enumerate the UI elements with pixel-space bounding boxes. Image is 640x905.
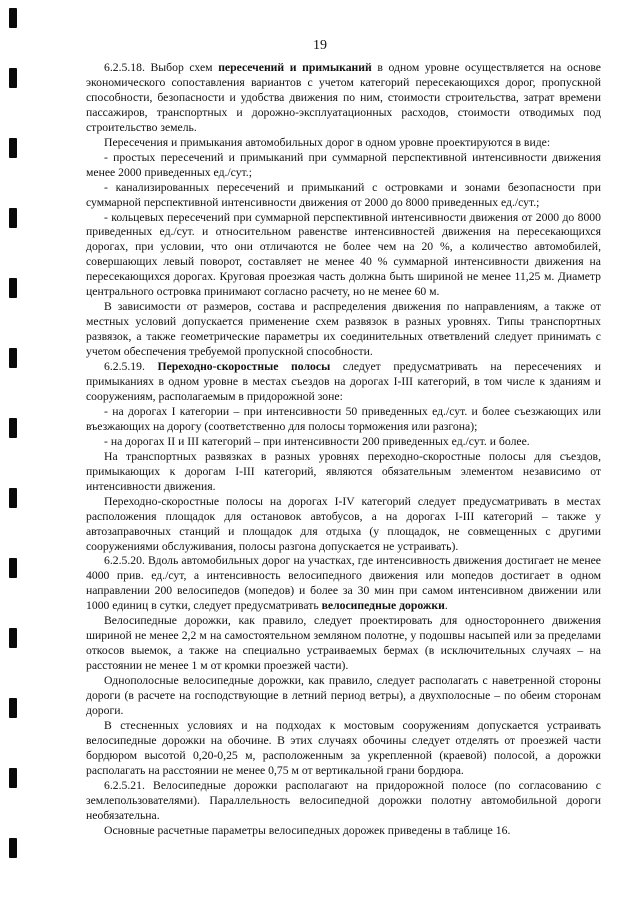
binder-hole [9, 138, 17, 158]
binder-hole [9, 8, 17, 28]
binder-hole [9, 838, 17, 858]
binder-hole [9, 418, 17, 438]
binder-hole [9, 278, 17, 298]
list-item: - канализированных пересечений и примыканий с островками и зонами безопасности при суммарной перспективной интенсивности движения от 2000 до 8000 приведенных ед./сут.; [86, 180, 601, 209]
paragraph: Пересечения и примыкания автомобильных дорог в одном уровне проектируются в виде: [104, 135, 551, 149]
paragraph: В стесненных условиях и на подходах к мостовым сооружениям допускается устраивать велосипедные дорожки на обочине. В этих случаях обочины следует отделять от проезжей части бордюром высотой 0,20-0,25 м, расположенным за укрепленной (краевой) полосой, а дорожки располагать на расстоянии не менее 0,75 м от вертикальной грани бордюра. [86, 718, 601, 777]
binder-hole [9, 628, 17, 648]
binder-hole [9, 558, 17, 578]
paragraph: 6.2.5.19. Переходно-скоростные полосы следует предусматривать на пересечениях и примыканиях в одном уровне в местах съездов на дорогах I-III категорий, в том числе к зданиям и сооружениям, располагаемым в придорожной зоне: [86, 360, 602, 403]
bold-term: пересечений и примыканий [218, 61, 372, 74]
binder-hole [9, 768, 17, 788]
list-item: - простых пересечений и примыканий при суммарной перспективной интенсивности движения менее 2000 приведенных ед./сут.; [86, 150, 601, 179]
paragraph: Переходно-скоростные полосы на дорогах I-IV категорий следует предусматривать в местах расположения площадок для остановок автобусов, а на дорогах I-III категорий – также у автозаправочных станций и площадок для отдыха (у площадок, не совмещенных с другими сооружениями обслуживания, полосы разгона допускается не устраивать). [86, 494, 601, 553]
paragraph: 6.2.5.20. Вдоль автомобильных дорог на участках, где интенсивность движения достигает не менее 4000 прив. ед./сут, а интенсивность велосипедного движения или мопедов достигает в одном направлении 200 велосипедов (мопедов) и более за 30 мин при самом интенсивном движении или 1000 единиц в сутки, следует предусматривать велосипедные дорожки. [86, 554, 601, 613]
binder-holes [9, 0, 18, 905]
binder-hole [9, 68, 17, 88]
bold-term: велосипедные дорожки [321, 599, 445, 613]
binder-hole [9, 208, 17, 228]
paragraph: Велосипедные дорожки, как правило, следует проектировать для одностороннего движения шириной не менее 2,2 м на самостоятельном земляном полотне, у подошвы насыпей или за пределами откосов выемок, а также на специально устраиваемых бермах (в исключительных случаях – на расстоянии не менее 1 м от кромки проезжей части). [86, 614, 601, 673]
binder-hole [9, 698, 17, 718]
paragraph: Однополосные велосипедные дорожки, как правило, следует располагать с наветренной стороны дороги (в расчете на господствующие в летний период ветры), а двухполосные – по обеим сторонам дороги. [86, 674, 601, 717]
page-number: 19 [313, 38, 327, 53]
binder-hole [9, 488, 17, 508]
paragraph: 6.2.5.18. Выбор схем пересечений и примыканий в одном уровне осуществляется на основе экономического сопоставления вариантов с учетом категорий пересекающихся дорог, пропускной способности, безопасности и удобства движения по ним, стоимости строительства, затрат времени пассажиров, транспортных и дорожно-эксплуатационных расходов, стоимости отводимых под строительство земель. [86, 61, 601, 134]
document-body [86, 61, 601, 839]
paragraph: 6.2.5.21. Велосипедные дорожки располагают на придорожной полосе (по согласованию с землепользователями). Параллельность велосипедной дорожки полотну автомобильной дороги необязательна. [86, 778, 601, 822]
paragraph: В зависимости от размеров, состава и распределения движения по направлениям, а также от местных условий допускается применение схем развязок в разных уровнях. Типы транспортных развязок, а также геометрические параметры их соединительных ответвлений следует принимать с учетом обеспечения требуемой пропускной способности. [86, 300, 601, 359]
list-item: - на дорогах I категории – при интенсивности 50 приведенных ед./сут. и более съезжающих или въезжающих на дорогу (соответственно для полосы торможения или разгона); [86, 404, 601, 433]
list-item: - кольцевых пересечений при суммарной перспективной интенсивности движения от 2000 до 8000 приведенных ед./сут. и относительном равенстве интенсивностей движения на пересекающихся дорогах, при условии, что они отличаются не более чем на 20 %, а количество автомобилей, совершающих левый поворот, составляет не менее 40 % суммарной интенсивности движения на пересекающихся дорогах. Круговая проезжая часть должна быть шириной не менее 11,25 м. Диаметр центрального островка принимают согласно расчету, но не менее 60 м. [86, 210, 601, 299]
paragraph: Основные расчетные параметры велосипедных дорожек приведены в таблице 16. [104, 823, 511, 837]
binder-hole [9, 348, 17, 368]
paragraph: На транспортных развязках в разных уровнях переходно-скоростные полосы для съездов, примыкающих к дорогам I-III категорий, являются обязательным элементом независимо от интенсивности движения. [86, 449, 601, 493]
list-item: - на дорогах II и III категорий – при интенсивности 200 приведенных ед./сут. и более. [104, 434, 530, 448]
bold-term: Переходно-скоростные полосы [157, 360, 331, 374]
